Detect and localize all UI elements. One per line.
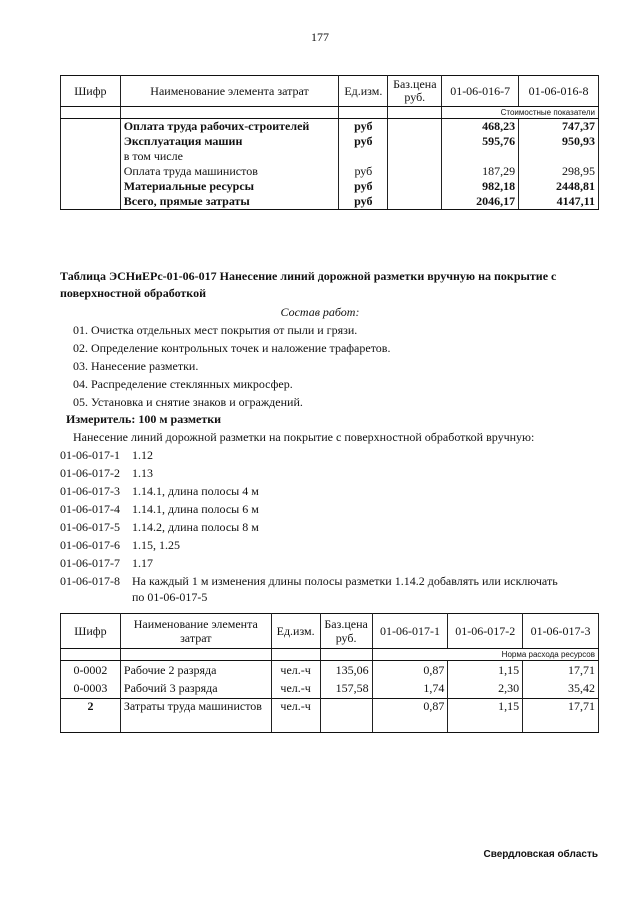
row-price: 157,58 <box>320 680 372 699</box>
row-value-2: 950,93 <box>519 134 599 149</box>
table-row <box>61 119 599 135</box>
row-unit: руб <box>339 194 388 210</box>
code-desc: 1.15, 1.25 <box>132 538 180 552</box>
header-col2: 01-06-016-8 <box>519 76 599 107</box>
footer-region: Свердловская область <box>483 849 598 860</box>
row-price <box>320 699 372 733</box>
code-desc: 1.17 <box>132 556 153 570</box>
composition-heading: Состав работ: <box>280 305 360 319</box>
row-value-1: 0,87 <box>372 699 448 733</box>
header-price: Баз.цена руб. <box>388 76 442 107</box>
code-label: 01-06-017-4 <box>60 502 120 516</box>
row-unit: руб <box>339 119 388 135</box>
row-value-2: 747,37 <box>519 119 599 135</box>
row-unit: чел.-ч <box>271 699 320 733</box>
work-item: 02. Определение контрольных точек и наложение трафаретов. <box>73 341 391 355</box>
code-label: 01-06-017-5 <box>60 520 120 534</box>
subheader-label: Стоимостные показатели <box>442 107 599 119</box>
row-price: 135,06 <box>320 661 372 680</box>
row-unit: чел.-ч <box>271 680 320 699</box>
header-name: Наименование элемента затрат <box>120 76 339 107</box>
code-label: 01-06-017-6 <box>60 538 120 552</box>
row-unit: руб <box>339 164 388 179</box>
row-value-2: 1,15 <box>448 661 523 680</box>
row-value-2: 4147,11 <box>519 194 599 210</box>
row-name: Материальные ресурсы <box>120 179 339 194</box>
resource-table <box>60 613 599 733</box>
header-name: Наименование элемента затрат <box>120 614 271 649</box>
row-value-1: 1,74 <box>372 680 448 699</box>
code-desc: 1.14.2, длина полосы 8 м <box>132 520 259 534</box>
row-value-2: 1,15 <box>448 699 523 733</box>
code-desc: 1.14.1, длина полосы 6 м <box>132 502 259 516</box>
row-value-2: 298,95 <box>519 164 599 179</box>
row-value-3: 17,71 <box>523 699 599 733</box>
header-col1: 01-06-017-1 <box>372 614 448 649</box>
row-value-1: 187,29 <box>442 164 519 179</box>
cost-table-header <box>61 76 599 107</box>
row-value-2: 2448,81 <box>519 179 599 194</box>
intro-text: Нанесение линий дорожной разметки на покрытие с поверхностной обработкой вручную: <box>73 430 535 444</box>
table-row <box>61 179 599 194</box>
code-desc: 1.14.1, длина полосы 4 м <box>132 484 259 498</box>
row-unit: чел.-ч <box>271 661 320 680</box>
work-item: 01. Очистка отдельных мест покрытия от пыли и грязи. <box>73 323 358 337</box>
code-label: 01-06-017-7 <box>60 556 120 570</box>
row-value-2: 2,30 <box>448 680 523 699</box>
code-desc-continuation: по 01-06-017-5 <box>132 590 208 604</box>
row-value-3: 35,42 <box>523 680 599 699</box>
code-label: 01-06-017-8 <box>60 574 120 588</box>
row-code: 0-0003 <box>61 680 121 699</box>
header-col2: 01-06-017-2 <box>448 614 523 649</box>
section-title-line1: Таблица ЭСНиЕРс-01-06-017 Нанесение линий дорожной разметки вручную на покрытие с <box>60 269 557 283</box>
row-name: Затраты труда машинистов <box>120 699 271 733</box>
row-value-1: 0,87 <box>372 661 448 680</box>
resource-table-subheader <box>61 649 599 661</box>
header-unit: Ед.изм. <box>271 614 320 649</box>
section-title-line2: поверхностной обработкой <box>60 286 206 300</box>
header-unit: Ед.изм. <box>339 76 388 107</box>
row-code: 2 <box>61 699 121 733</box>
header-price: Баз.цена руб. <box>320 614 372 649</box>
row-value-1: 982,18 <box>442 179 519 194</box>
table-row <box>61 134 599 149</box>
header-code: Шифр <box>61 614 121 649</box>
cost-table-subheader <box>61 107 599 119</box>
row-value-1: 468,23 <box>442 119 519 135</box>
row-value-1: 2046,17 <box>442 194 519 210</box>
header-code: Шифр <box>61 76 121 107</box>
code-label: 01-06-017-3 <box>60 484 120 498</box>
row-unit: руб <box>339 134 388 149</box>
code-desc: На каждый 1 м изменения длины полосы разметки 1.14.2 добавлять или исключать <box>132 574 558 588</box>
row-name: Рабочие 2 разряда <box>120 661 271 680</box>
row-name: Всего, прямые затраты <box>120 194 339 210</box>
table-row <box>61 164 599 179</box>
row-name: Эксплуатация машин <box>120 134 339 149</box>
measure-unit: Измеритель: 100 м разметки <box>66 412 222 426</box>
row-name: Оплата труда рабочих-строителей <box>120 119 339 135</box>
work-item: 03. Нанесение разметки. <box>73 359 199 373</box>
code-label: 01-06-017-1 <box>60 448 120 462</box>
table-row <box>61 194 599 210</box>
code-label: 01-06-017-2 <box>60 466 120 480</box>
resource-table-header <box>61 614 599 649</box>
table-row <box>61 149 599 164</box>
table-row <box>61 699 599 733</box>
header-col1: 01-06-016-7 <box>442 76 519 107</box>
header-col3: 01-06-017-3 <box>523 614 599 649</box>
subheader-label: Норма расхода ресурсов <box>372 649 598 661</box>
row-name: в том числе <box>120 149 339 164</box>
row-code: 0-0002 <box>61 661 121 680</box>
table-row <box>61 661 599 680</box>
work-item: 05. Установка и снятие знаков и ограждений. <box>73 395 303 409</box>
page-number: 177 <box>311 30 329 44</box>
cost-table <box>60 75 599 210</box>
row-unit: руб <box>339 179 388 194</box>
code-desc: 1.13 <box>132 466 153 480</box>
row-name: Рабочий 3 разряда <box>120 680 271 699</box>
work-item: 04. Распределение стеклянных микросфер. <box>73 377 293 391</box>
code-desc: 1.12 <box>132 448 153 462</box>
row-value-3: 17,71 <box>523 661 599 680</box>
row-name: Оплата труда машинистов <box>120 164 339 179</box>
table-row <box>61 680 599 699</box>
row-value-1: 595,76 <box>442 134 519 149</box>
